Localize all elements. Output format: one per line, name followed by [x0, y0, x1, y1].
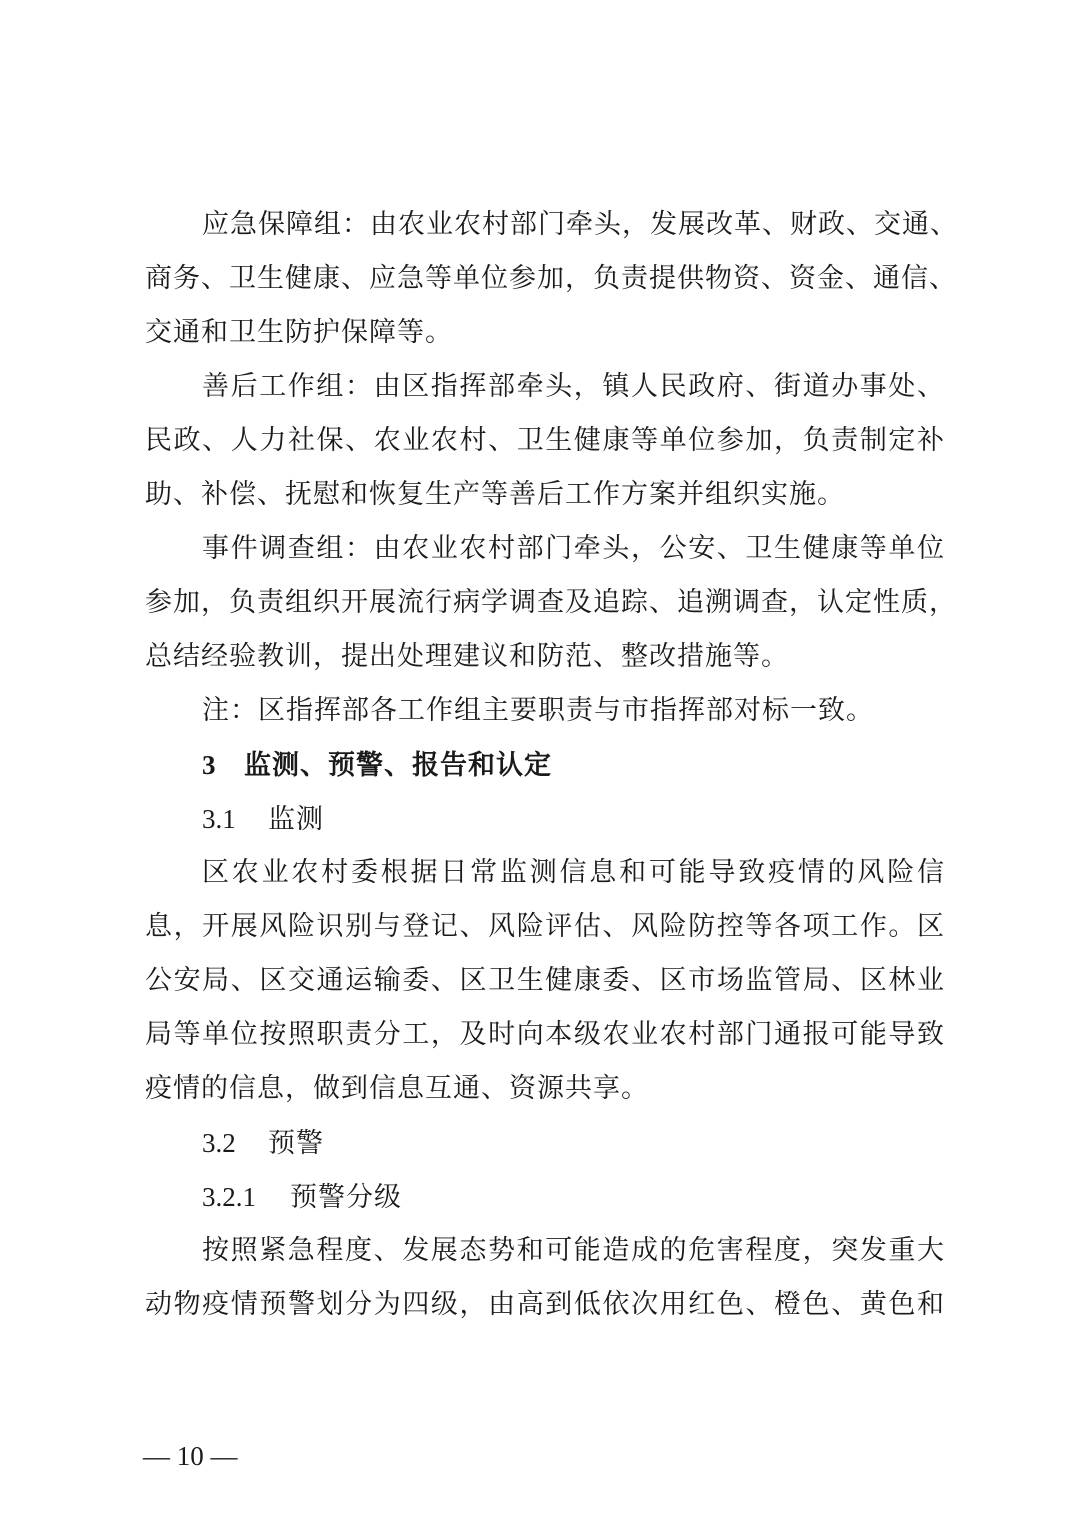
- page-number: — 10 —: [143, 1441, 238, 1471]
- paragraph-line: 疫情的信息，做到信息互通、资源共享。: [145, 1073, 649, 1104]
- paragraph-line: 助、补偿、抚慰和恢复生产等善后工作方案并组织实施。: [145, 479, 845, 510]
- paragraph-line: 动物疫情预警划分为四级，由高到低依次用红色、橙色、黄色和: [145, 1289, 945, 1320]
- section-heading: [202, 747, 552, 784]
- section-number: 3: [202, 750, 216, 780]
- paragraph-line: 局等单位按照职责分工，及时向本级农业农村部门通报可能导致: [145, 1019, 945, 1050]
- section-title: 监测、预警、报告和认定: [244, 750, 552, 781]
- subsubsection-number: 3.2.1: [202, 1182, 256, 1212]
- paragraph-line: 事件调查组：由农业农村部门牵头，公安、卫生健康等单位: [202, 533, 945, 564]
- subsubsection-heading: [202, 1179, 402, 1216]
- subsubsection-title: 预警分级: [290, 1182, 402, 1213]
- paragraph-line: 应急保障组：由农业农村部门牵头，发展改革、财政、交通、: [202, 209, 958, 240]
- paragraph-line: 民政、人力社保、农业农村、卫生健康等单位参加，负责制定补: [145, 425, 945, 456]
- subsection-title: 预警: [268, 1128, 324, 1159]
- subsection-number: 3.2: [202, 1128, 236, 1158]
- subsection-heading: [202, 801, 324, 838]
- subsection-heading: [202, 1125, 324, 1162]
- paragraph-line: 公安局、区交通运输委、区卫生健康委、区市场监管局、区林业: [145, 965, 945, 996]
- subsection-number: 3.1: [202, 804, 236, 834]
- subsection-title: 监测: [268, 804, 324, 835]
- paragraph-line: 区农业农村委根据日常监测信息和可能导致疫情的风险信: [202, 857, 945, 888]
- paragraph-line: 按照紧急程度、发展态势和可能造成的危害程度，突发重大: [202, 1235, 945, 1266]
- paragraph-line: 交通和卫生防护保障等。: [145, 317, 453, 348]
- paragraph-line: 参加，负责组织开展流行病学调查及追踪、追溯调查，认定性质，: [145, 587, 957, 618]
- paragraph-line: 商务、卫生健康、应急等单位参加，负责提供物资、资金、通信、: [145, 263, 957, 294]
- paragraph-line: 息，开展风险识别与登记、风险评估、风险防控等各项工作。区: [145, 911, 945, 942]
- note-line: 注：区指挥部各工作组主要职责与市指挥部对标一致。: [202, 695, 874, 726]
- paragraph-line: 善后工作组：由区指挥部牵头，镇人民政府、街道办事处、: [202, 371, 945, 402]
- paragraph-line: 总结经验教训，提出处理建议和防范、整改措施等。: [145, 641, 789, 672]
